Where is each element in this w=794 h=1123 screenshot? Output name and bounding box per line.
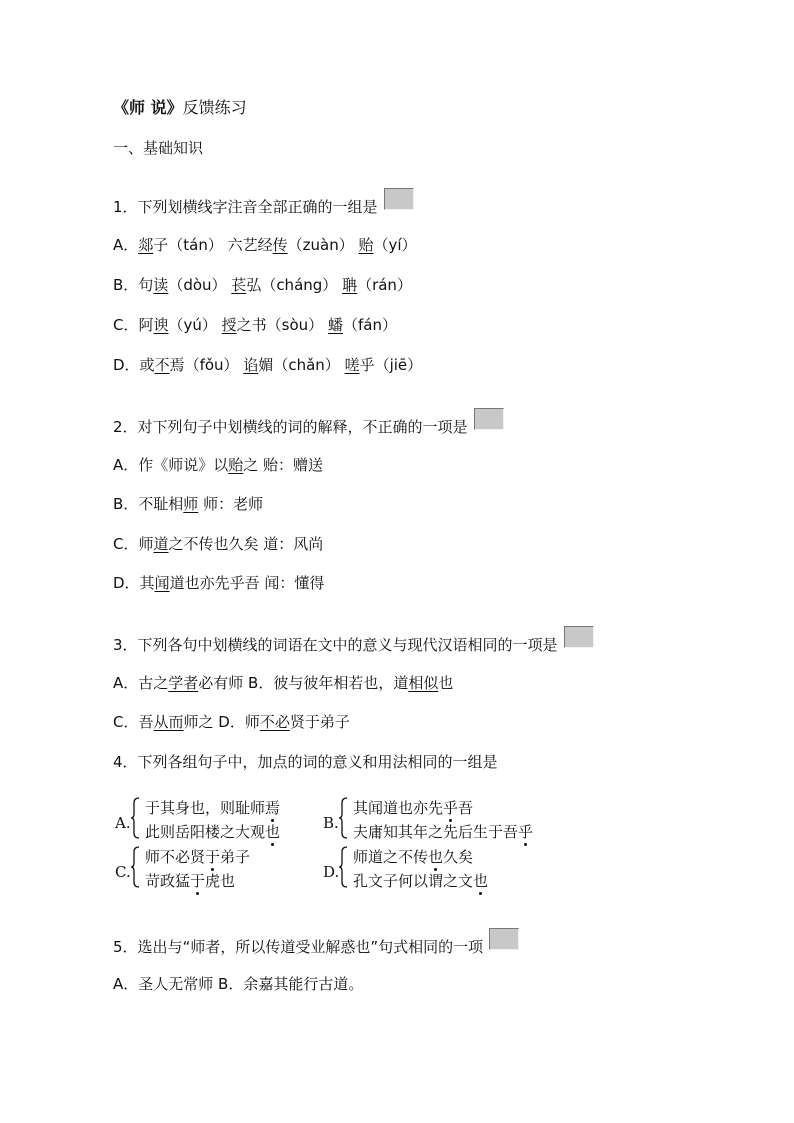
- q2-option-d: D．其闻道也亦先乎吾 闻：懂得: [113, 574, 325, 592]
- q1-option-b: B．句读（dòu） 苌弘（cháng） 聃（rán）: [113, 276, 412, 294]
- question-1-stem: 1．下列划横线字注音全部正确的一组是: [113, 188, 414, 217]
- answer-box-5[interactable]: [489, 928, 519, 950]
- q2-option-c: C．师道之不传也久矣 道：风尚: [113, 535, 324, 553]
- brace-icon: [131, 797, 140, 839]
- question-4-stem: 4．下列各组句子中，加点的词的意义和用法相同的一组是: [113, 753, 498, 771]
- section-heading: 一、基础知识: [113, 139, 204, 157]
- q2-option-b: B．不耻相师 师：老师: [113, 495, 264, 513]
- question-3-stem: 3．下列各句中划横线的词语在文中的意义与现代汉语相同的一项是: [113, 626, 594, 655]
- q5-options-ab: A．圣人无常师 B．余嘉其能行古道。: [113, 975, 364, 993]
- q1-option-d: D．或不焉（fǒu） 谄媚（chǎn） 嗟乎（jiē）: [113, 356, 423, 374]
- q3-options-cd: C．吾从而师之 D．师不必贤于弟子: [113, 713, 350, 731]
- question-2-stem: 2．对下列句子中划横线的词的解释，不正确的一项是: [113, 408, 504, 437]
- worksheet-page: 《师 说》反馈练习 一、基础知识 1．下列划横线字注音全部正确的一组是 A．郯子（tán） 六艺经传（zuàn） 贻（yí） B．句读（dòu） 苌弘（cháng） 聃（rán） C．阿谀（yú） 授之书（sòu） 蟠（fán） D．或不焉（fǒu） 谄媚（chǎn） 嗟乎（jiē） 2．对下列句子中划横线的词的解释，不正确的一项是 A．作《师说》以贻之 贻：赠送 B．不耻相师 师：老师 C．师道之不传也久矣 道：风尚 D．其闻道也亦先乎吾 闻：懂得 3．下列各句中划横线的词语在文中的意义与现代汉语相同的一项是 A．古之学者必有师 B．彼与彼年相若也，道相似也 C．吾从而师之 D．师不必贤于弟子 4．下列各组句子中，加点的词的意义和用法相同的一组是 A. 于其身也，则耻师焉 此则岳阳楼之大观也 B. 其闻道也亦先乎吾 夫庸知其年之先后生于吾乎 C. 师不必贤于弟子 苛政猛于虎也 D. 师道之不传也久矣 孔文子何以谓之文也 5．选出与“师者，所以传道受业解惑也”句式相同的一项 A．圣人无常师 B．余嘉其能行古道。: [0, 0, 794, 1123]
- brace-icon: [339, 846, 348, 888]
- answer-box-2[interactable]: [474, 408, 504, 430]
- q1-option-a: A．郯子（tán） 六艺经传（zuàn） 贻（yí）: [113, 236, 417, 254]
- q3-options-ab: A．古之学者必有师 B．彼与彼年相若也，道相似也: [113, 674, 454, 692]
- q1-option-c: C．阿谀（yú） 授之书（sòu） 蟠（fán）: [113, 316, 397, 334]
- answer-box-1[interactable]: [384, 188, 414, 210]
- page-title: 《师 说》反馈练习: [113, 98, 247, 117]
- brace-icon: [131, 846, 140, 888]
- brace-icon: [339, 797, 348, 839]
- q2-option-a: A．作《师说》以贻之 贻：赠送: [113, 456, 324, 474]
- answer-box-3[interactable]: [564, 626, 594, 648]
- question-5-stem: 5．选出与“师者，所以传道受业解惑也”句式相同的一项: [113, 928, 519, 957]
